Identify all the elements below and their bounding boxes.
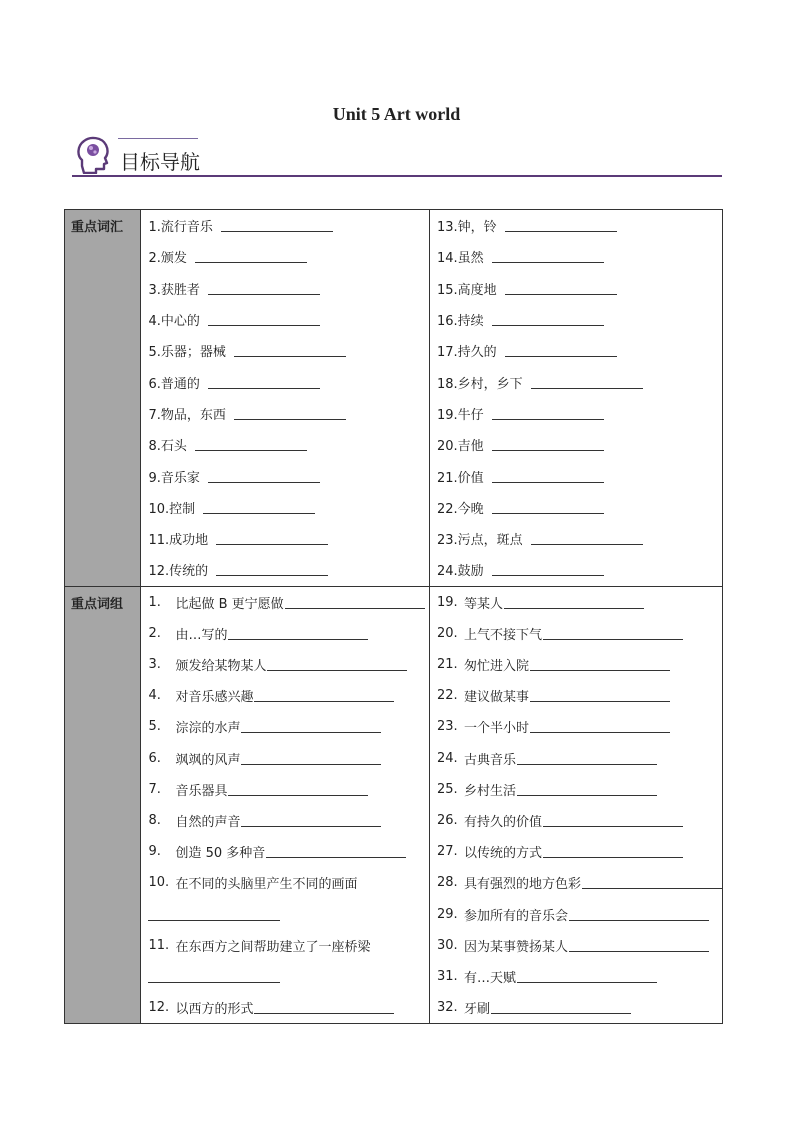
phrase-text: 对音乐感兴趣 bbox=[175, 690, 254, 706]
answer-blank[interactable] bbox=[234, 344, 346, 357]
answer-blank[interactable] bbox=[492, 250, 604, 263]
vocab-item-text: 21.价值 bbox=[436, 470, 484, 486]
phrase-item bbox=[430, 930, 722, 961]
vocab-item bbox=[430, 523, 722, 554]
vocab-item-text: 18.乡村，乡下 bbox=[436, 376, 523, 392]
vocab-item bbox=[430, 429, 722, 460]
phrase-text: 乡村生活 bbox=[463, 783, 516, 799]
vocab-item-text: 20.吉他 bbox=[436, 439, 484, 455]
phrase-text: 建议做某事 bbox=[463, 690, 529, 706]
phrase-text: 飒飒的风声 bbox=[175, 752, 241, 768]
vocab-item-text: 15.高度地 bbox=[436, 282, 497, 298]
section-header bbox=[72, 134, 722, 178]
phrase-number: 4. bbox=[148, 688, 161, 704]
vocab-item bbox=[141, 304, 429, 335]
phrase-item bbox=[141, 743, 429, 774]
answer-blank[interactable] bbox=[492, 470, 604, 483]
vocab-item-text: 9.音乐家 bbox=[148, 470, 200, 486]
phrase-number: 32. bbox=[436, 1000, 458, 1016]
answer-blank[interactable] bbox=[208, 470, 320, 483]
answer-blank[interactable] bbox=[504, 596, 644, 609]
vocab-item bbox=[141, 554, 429, 585]
answer-blank[interactable] bbox=[492, 407, 604, 420]
answer-blank[interactable] bbox=[530, 658, 670, 671]
phrase-text: 参加所有的音乐会 bbox=[463, 908, 568, 924]
vocab-item-text: 2.颁发 bbox=[148, 251, 187, 267]
worksheet-table bbox=[64, 209, 723, 1024]
vocab-item bbox=[141, 273, 429, 304]
vocab-label: 重点词汇 bbox=[65, 210, 141, 587]
answer-blank[interactable] bbox=[241, 720, 381, 733]
answer-blank[interactable] bbox=[492, 501, 604, 514]
answer-blank[interactable] bbox=[221, 219, 333, 232]
vocab-left-column bbox=[141, 210, 430, 587]
phrase-text: 在东西方之间帮助建立了一座桥梁 bbox=[175, 939, 371, 955]
phrase-label: 重点词组 bbox=[65, 586, 141, 1024]
phrase-number: 8. bbox=[148, 812, 161, 828]
vocab-item bbox=[141, 460, 429, 491]
head-brain-icon bbox=[76, 136, 110, 174]
vocab-item-text: 6.普通的 bbox=[148, 376, 200, 392]
vocab-item bbox=[430, 273, 722, 304]
answer-blank[interactable] bbox=[266, 845, 406, 858]
phrase-item bbox=[141, 930, 429, 961]
phrase-item bbox=[430, 618, 722, 649]
phrase-number: 1. bbox=[148, 594, 161, 610]
phrase-item bbox=[141, 649, 429, 680]
vocab-item bbox=[141, 398, 429, 429]
phrase-number: 26. bbox=[436, 812, 458, 828]
answer-blank[interactable] bbox=[254, 1001, 394, 1014]
phrase-right-column bbox=[429, 586, 722, 1024]
answer-blank[interactable] bbox=[195, 250, 307, 263]
answer-blank[interactable] bbox=[148, 970, 280, 983]
answer-blank[interactable] bbox=[208, 376, 320, 389]
answer-blank[interactable] bbox=[492, 563, 604, 576]
phrase-number: 19. bbox=[436, 594, 458, 610]
vocab-item bbox=[430, 304, 722, 335]
phrase-number: 31. bbox=[436, 968, 458, 984]
vocab-item-text: 16.持续 bbox=[436, 314, 484, 330]
vocab-item bbox=[141, 492, 429, 523]
answer-blank[interactable] bbox=[254, 689, 394, 702]
vocab-item-text: 12.传统的 bbox=[148, 564, 209, 580]
vocab-item-text: 3.获胜者 bbox=[148, 282, 200, 298]
phrase-number: 7. bbox=[148, 781, 161, 797]
phrase-item bbox=[430, 711, 722, 742]
phrase-text: 古典音乐 bbox=[463, 752, 516, 768]
answer-blank[interactable] bbox=[267, 658, 407, 671]
answer-blank[interactable] bbox=[543, 814, 683, 827]
phrase-number: 27. bbox=[436, 844, 458, 860]
phrase-number: 22. bbox=[436, 688, 458, 704]
answer-blank[interactable] bbox=[285, 596, 425, 609]
vocab-item bbox=[430, 210, 722, 241]
phrase-text: 上气不接下气 bbox=[463, 627, 542, 643]
phrase-number: 23. bbox=[436, 719, 458, 735]
phrase-number: 21. bbox=[436, 657, 458, 673]
phrase-number: 30. bbox=[436, 937, 458, 953]
answer-blank[interactable] bbox=[148, 908, 280, 921]
phrase-text: 等某人 bbox=[463, 596, 503, 612]
vocab-item bbox=[430, 398, 722, 429]
phrase-number: 5. bbox=[148, 719, 161, 735]
phrase-item bbox=[141, 774, 429, 805]
answer-blank[interactable] bbox=[505, 282, 617, 295]
phrase-left-column bbox=[141, 586, 430, 1024]
phrase-text: 比起做 B 更宁愿做 bbox=[175, 596, 284, 612]
phrase-number: 10. bbox=[148, 875, 170, 891]
phrase-text: 在不同的头脑里产生不同的画面 bbox=[175, 877, 358, 893]
phrase-text: 音乐器具 bbox=[175, 783, 228, 799]
phrase-text: 一个半小时 bbox=[463, 721, 529, 737]
vocab-item bbox=[430, 335, 722, 366]
answer-blank[interactable] bbox=[569, 939, 709, 952]
answer-blank[interactable] bbox=[543, 627, 683, 640]
answer-blank[interactable] bbox=[517, 970, 657, 983]
answer-blank[interactable] bbox=[491, 1001, 631, 1014]
phrase-item bbox=[430, 649, 722, 680]
phrase-text: 匆忙进入院 bbox=[463, 659, 529, 675]
phrase-item bbox=[430, 867, 722, 898]
phrase-item-continuation bbox=[141, 898, 429, 929]
phrase-number: 2. bbox=[148, 625, 161, 641]
vocab-item bbox=[141, 366, 429, 397]
phrase-text: 淙淙的水声 bbox=[175, 721, 241, 737]
answer-blank[interactable] bbox=[228, 627, 368, 640]
answer-blank[interactable] bbox=[492, 438, 604, 451]
answer-blank[interactable] bbox=[505, 344, 617, 357]
answer-blank[interactable] bbox=[530, 720, 670, 733]
answer-blank[interactable] bbox=[531, 376, 643, 389]
header-label: 目标导航 bbox=[120, 150, 200, 174]
answer-blank[interactable] bbox=[241, 814, 381, 827]
phrase-item bbox=[141, 992, 429, 1023]
vocab-item-text: 17.持久的 bbox=[436, 345, 497, 361]
vocab-item-text: 7.物品，东西 bbox=[148, 407, 226, 423]
answer-blank[interactable] bbox=[569, 908, 709, 921]
phrase-item bbox=[430, 992, 722, 1023]
vocab-item-text: 14.虽然 bbox=[436, 251, 484, 267]
phrase-text: 颁发给某物某人 bbox=[175, 659, 267, 675]
phrase-item bbox=[430, 805, 722, 836]
phrase-text: 由…写的 bbox=[175, 627, 228, 643]
vocab-section bbox=[65, 210, 723, 587]
phrase-text: 具有强烈的地方色彩 bbox=[463, 877, 581, 893]
vocab-item bbox=[141, 523, 429, 554]
answer-blank[interactable] bbox=[203, 501, 315, 514]
phrase-item bbox=[430, 961, 722, 992]
vocab-item-text: 19.牛仔 bbox=[436, 407, 484, 423]
phrase-text: 以西方的形式 bbox=[175, 1002, 254, 1018]
answer-blank[interactable] bbox=[208, 313, 320, 326]
answer-blank[interactable] bbox=[228, 783, 368, 796]
phrase-item bbox=[141, 805, 429, 836]
phrase-item bbox=[430, 587, 722, 618]
vocab-item-text: 24.鼓励 bbox=[436, 564, 484, 580]
vocab-item-text: 5.乐器；器械 bbox=[148, 345, 226, 361]
vocab-item bbox=[430, 366, 722, 397]
phrase-text: 有持久的价值 bbox=[463, 814, 542, 830]
phrase-item bbox=[430, 774, 722, 805]
vocab-item-text: 8.石头 bbox=[148, 439, 187, 455]
answer-blank[interactable] bbox=[517, 783, 657, 796]
vocab-item bbox=[141, 241, 429, 272]
phrase-item-continuation bbox=[141, 961, 429, 992]
phrase-text: 创造 50 多种音 bbox=[175, 846, 266, 862]
phrase-item bbox=[430, 898, 722, 929]
phrase-text: 以传统的方式 bbox=[463, 846, 542, 862]
answer-blank[interactable] bbox=[530, 689, 670, 702]
vocab-item bbox=[141, 335, 429, 366]
vocab-item-text: 1.流行音乐 bbox=[148, 220, 213, 236]
header-divider bbox=[72, 175, 722, 177]
phrase-number: 29. bbox=[436, 906, 458, 922]
vocab-item bbox=[141, 210, 429, 241]
phrase-item bbox=[430, 743, 722, 774]
vocab-item bbox=[430, 241, 722, 272]
phrase-text: 因为某事赞扬某人 bbox=[463, 939, 568, 955]
answer-blank[interactable] bbox=[505, 219, 617, 232]
phrase-number: 6. bbox=[148, 750, 161, 766]
phrase-number: 25. bbox=[436, 781, 458, 797]
phrase-item bbox=[141, 836, 429, 867]
phrase-number: 3. bbox=[148, 657, 161, 673]
phrase-item bbox=[141, 618, 429, 649]
vocab-item-text: 22.今晚 bbox=[436, 501, 484, 517]
answer-blank[interactable] bbox=[531, 532, 643, 545]
phrase-number: 12. bbox=[148, 1000, 170, 1016]
answer-blank[interactable] bbox=[492, 313, 604, 326]
answer-blank[interactable] bbox=[195, 438, 307, 451]
phrase-item bbox=[141, 711, 429, 742]
phrase-item bbox=[141, 680, 429, 711]
header-top-line bbox=[118, 138, 198, 139]
vocab-item-text: 13.钟，铃 bbox=[436, 220, 497, 236]
answer-blank[interactable] bbox=[216, 563, 328, 576]
answer-blank[interactable] bbox=[582, 876, 722, 889]
answer-blank[interactable] bbox=[234, 407, 346, 420]
phrase-number: 20. bbox=[436, 625, 458, 641]
vocab-item-text: 11.成功地 bbox=[148, 533, 209, 549]
vocab-item bbox=[430, 492, 722, 523]
phrase-number: 9. bbox=[148, 844, 161, 860]
vocab-item bbox=[430, 554, 722, 585]
vocab-item-text: 4.中心的 bbox=[148, 314, 200, 330]
phrase-text: 牙刷 bbox=[463, 1002, 490, 1018]
phrase-item bbox=[430, 836, 722, 867]
answer-blank[interactable] bbox=[241, 752, 381, 765]
phrase-text: 有…天赋 bbox=[463, 970, 516, 986]
phrase-item bbox=[141, 587, 429, 618]
phrase-number: 11. bbox=[148, 937, 170, 953]
phrase-text: 自然的声音 bbox=[175, 814, 241, 830]
vocab-right-column bbox=[429, 210, 722, 587]
answer-blank[interactable] bbox=[208, 282, 320, 295]
answer-blank[interactable] bbox=[543, 845, 683, 858]
phrase-number: 24. bbox=[436, 750, 458, 766]
phrase-section bbox=[65, 586, 723, 1024]
vocab-item bbox=[430, 460, 722, 491]
phrase-number: 28. bbox=[436, 875, 458, 891]
answer-blank[interactable] bbox=[216, 532, 328, 545]
vocab-item-text: 23.污点，斑点 bbox=[436, 533, 523, 549]
phrase-item bbox=[141, 867, 429, 898]
phrase-item bbox=[430, 680, 722, 711]
vocab-item-text: 10.控制 bbox=[148, 501, 196, 517]
vocab-item bbox=[141, 429, 429, 460]
answer-blank[interactable] bbox=[517, 752, 657, 765]
page-title: Unit 5 Art world bbox=[332, 104, 461, 124]
